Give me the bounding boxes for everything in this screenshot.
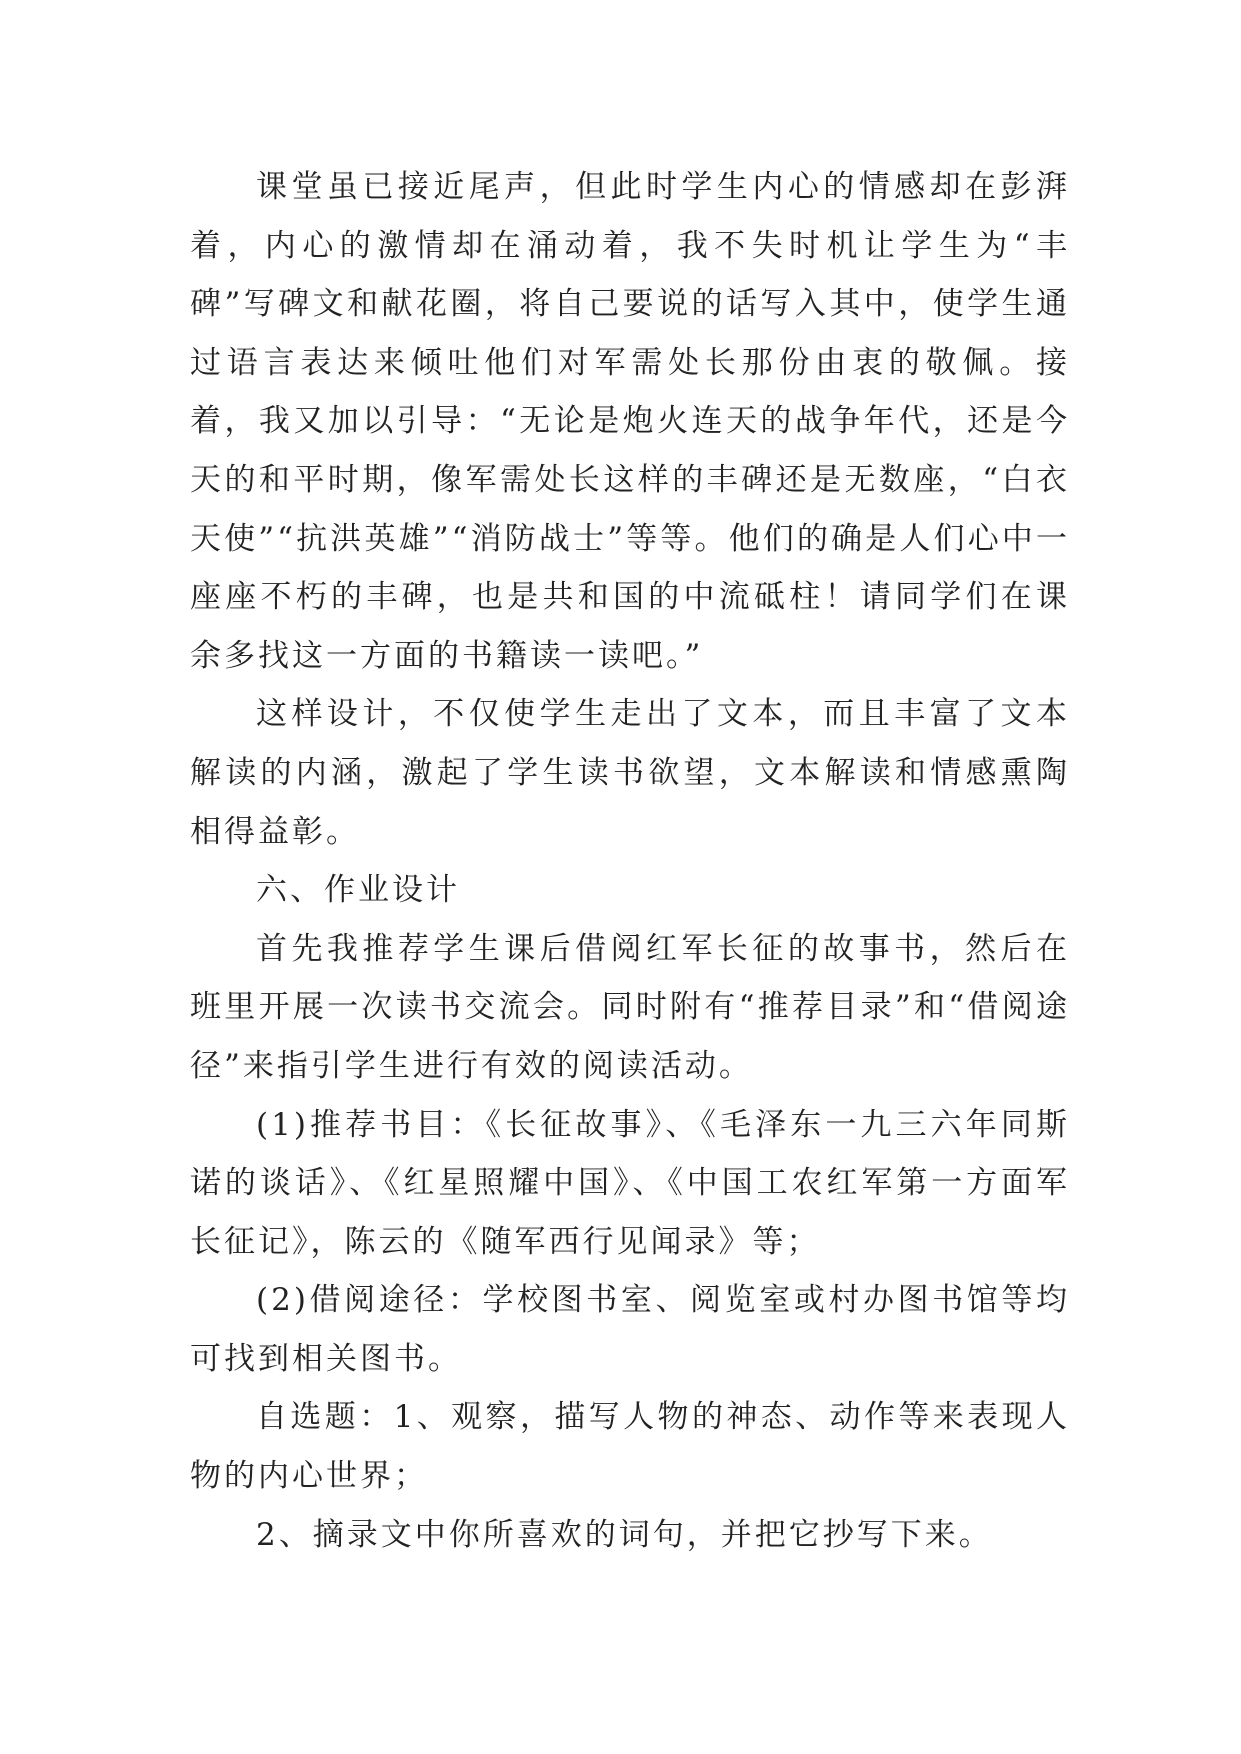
paragraph-closing-activity: 课堂虽已接近尾声，但此时学生内心的情感却在彭湃着，内心的激情却在涌动着，我不失时机让学生为“丰碑”写碑文和献花圈，将自己要说的话写入其中，使学生通过语言表达来倾吐他们对军需处长那份由衷的敬佩。接着，我又加以引导：“无论是炮火连天的战争年代，还是今天的和平时期，像军需处长这样的丰碑还是无数座，“白衣天使”“抗洪英雄”“消防战士”等等。他们的确是人们心中一座座不朽的丰碑，也是共和国的中流砥柱！请同学们在课余多找这一方面的书籍读一读吧。” xyxy=(190,169,1070,674)
paragraph-recommended-books: (1)推荐书目：《长征故事》、《毛泽东一九三六年同斯诺的谈话》、《红星照耀中国》、《中国工农红军第一方面军长征记》，陈云的《随军西行见闻录》等； xyxy=(190,1106,1070,1260)
paragraph-reading-recommendation: 首先我推荐学生课后借阅红军长征的故事书，然后在班里开展一次读书交流会。同时附有“推荐目录”和“借阅途径”来指引学生进行有效的阅读活动。 xyxy=(190,930,1070,1084)
paragraph-borrowing-channels: (2)借阅途径：学校图书室、阅览室或村办图书馆等均可找到相关图书。 xyxy=(190,1282,1070,1377)
paragraph-optional-task-1: 自选题：1、观察，描写人物的神态、动作等来表现人物的内心世界； xyxy=(190,1399,1070,1495)
section-heading-homework: 六、作业设计 xyxy=(256,872,460,909)
paragraph-design-summary: 这样设计，不仅使学生走出了文本，而且丰富了文本解读的内涵，激起了学生读书欲望，文本解读和情感熏陶相得益彰。 xyxy=(190,696,1070,850)
paragraph-optional-task-2: 2、摘录文中你所喜欢的词句，并把它抄写下来。 xyxy=(256,1516,993,1553)
document-body xyxy=(190,158,1070,1564)
